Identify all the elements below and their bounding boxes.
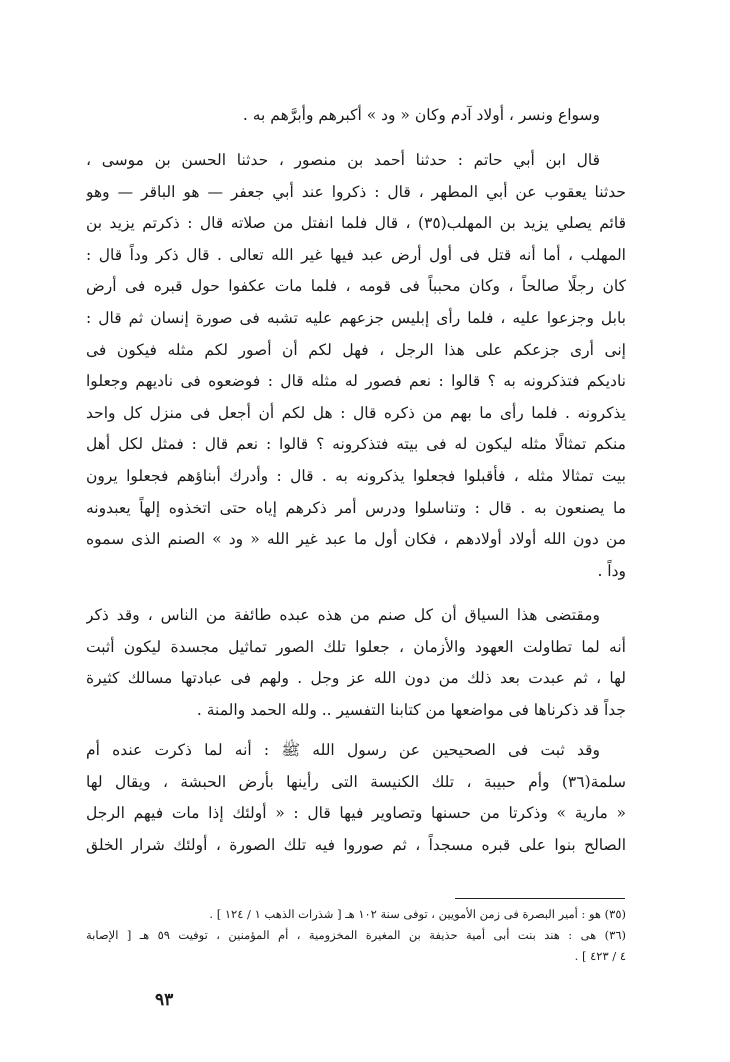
text-line: سلمة(٣٦) وأم حبيبة ، تلك الكنيسة التى رأينها بأرض الحبشة ، ويقال لها	[86, 772, 626, 791]
text-line: كان رجلًا صالحاً ، وكان محبباً فى قومه ، فلما مات عكفوا حول قبره فى أرض	[86, 277, 626, 296]
text-line: منكم تمثالًا مثله ليكون له فى بيته فتذكرونه ؟ قالوا : نعم قال : فمثل لكل أهل	[86, 435, 626, 454]
text-line: بابل وجزعوا عليه ، فلما رأى إبليس جزعهم عليه تشبه فى صورة إنسان ثم قال :	[86, 308, 626, 327]
text-line: وقد ثبت فى الصحيحين عن رسول الله ﷺ : أنه لما ذكرت عنده أم	[86, 741, 600, 759]
text-line: وسواع ونسر ، أولاد آدم وكان « ود » أكبرهم وأبرَّهم به .	[242, 106, 600, 124]
text-line: ومقتضى هذا السياق أن كل صنم من هذه عبده طائفة من الناس ، وقد ذكر	[86, 606, 600, 624]
footnotes	[86, 904, 626, 967]
text-line: أنه لما تطاولت العهود والأزمان ، جعلوا تلك الصور تماثيل مجسدة ليكون أثبت	[86, 637, 626, 656]
text-line: قال ابن أبي حاتم : حدثنا أحمد بن منصور ، حدثنا الحسن بن موسى ،	[86, 151, 600, 169]
text-line: حدثنا يعقوب عن أبي المطهر ، قال : ذكروا عند أبي جعفر — هو الباقر — وهو	[86, 182, 626, 201]
text-line: جداً قد ذكرناها فى مواضعها من كتابنا التفسير .. ولله الحمد والمنة .	[196, 700, 626, 719]
page-number: ٩٣	[155, 990, 174, 1010]
text-line: قائم يصلي يزيد بن المهلب(٣٥) ، قال فلما انفتل من صلاته قال : ذكرتم يزيد بن	[86, 214, 626, 233]
text-line: بيت تمثالا مثله ، فأقبلوا فجعلوا يذكرونه به . قال : وأدرك أبناؤهم فجعلوا يرون	[86, 466, 626, 485]
text-line: ما يصنعون به . قال : وتناسلوا ودرس أمر ذكرهم إياه حتى اتخذوه إلهاً يعبدونه	[86, 498, 626, 517]
footnote-36: (٣٦) هى : هند بنت أبى أمية حذيفة بن المغيرة المخزومية ، أم المؤمنين ، توفيت ٥٩ هـ [ الإصابة	[86, 928, 626, 942]
text-line: وداً .	[597, 561, 626, 580]
text-line: لها ، ثم عبدت بعد ذلك من دون الله عز وجل . ولهم فى عبادتها مسالك كثيرة	[86, 669, 626, 688]
paragraph-1	[86, 100, 626, 132]
text-line: ناديكم فتذكرونه به ؟ قالوا : نعم فصور له مثله قال : فوضعوه فى ناديهم وجعلوا	[86, 372, 626, 391]
text-line: « مارية » وذكرتا من حسنها وتصاوير فيها قال : « أولئك إذا مات فيهم الرجل	[86, 804, 626, 823]
text-line: إنى أرى جزعكم على هذا الرجل ، فهل لكم أن أصور لكم مثله فيكون فى	[86, 340, 626, 359]
footnote-36-continued: ٤ / ٤٢٣ ] .	[574, 949, 626, 963]
text-line: المهلب ، أما أنه قتل فى أول أرض عبد فيها غير الله تعالى . قال ذكر وداً قال :	[86, 245, 626, 264]
text-line: الصالح بنوا على قبره مسجداً ، ثم صوروا فيه تلك الصورة ، أولئك شرار الخلق	[86, 835, 626, 854]
text-line: من دون الله أولاد أولادهم ، فكان أول ما عبد غير الله « ود » الصنم الذى سموه	[86, 530, 626, 549]
paragraph-2	[86, 145, 626, 587]
paragraph-4	[86, 735, 626, 861]
text-line: يذكرونه . فلما رأى ما بهم من ذكره قال : هل لكم أن أجعل فى منزل كل واحد	[86, 403, 626, 422]
footnote-divider	[455, 898, 625, 899]
paragraph-3	[86, 600, 626, 726]
footnote-35: (٣٥) هو : أمير البصرة فى زمن الأمويين ، توفى سنة ١٠٢ هـ [ شذرات الذهب ١ / ١٢٤ ] .	[209, 907, 626, 921]
